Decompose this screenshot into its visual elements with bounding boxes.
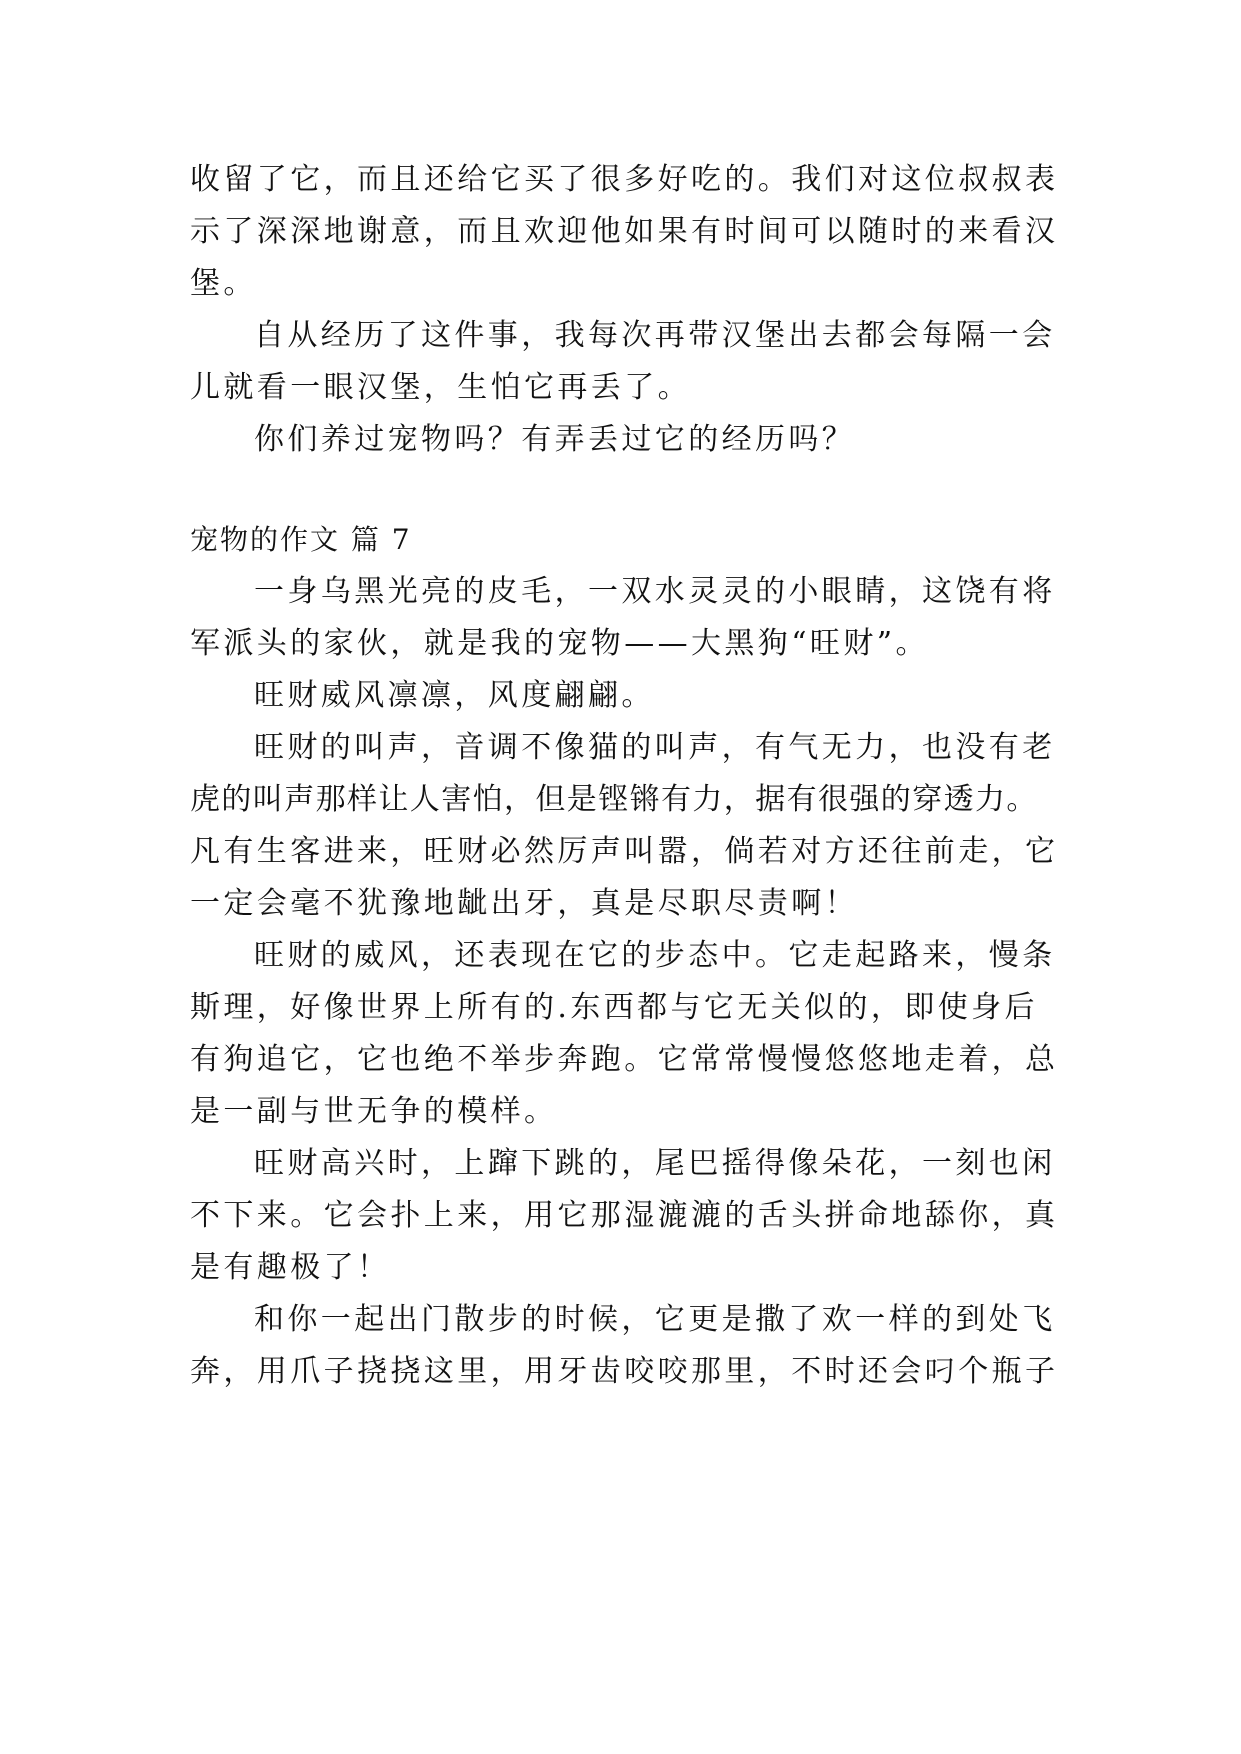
text-line: 奔，用爪子挠挠这里，用牙齿咬咬那里，不时还会叼个瓶子 bbox=[190, 1354, 1059, 1389]
text-line: 不下来。它会扑上来，用它那湿漉漉的舌头拼命地舔你，真 bbox=[190, 1198, 1059, 1233]
paragraph-first-line: 旺财高兴时，上蹿下跳的，尾巴摇得像朵花，一刻也闲 bbox=[254, 1146, 1056, 1181]
paragraph-first-line: 你们养过宠物吗？有弄丢过它的经历吗？ bbox=[254, 422, 856, 457]
text-line: 斯理，好像世界上所有的.东西都与它无关似的，即使身后 bbox=[190, 990, 1038, 1025]
text-line: 是有趣极了！ bbox=[190, 1250, 391, 1285]
text-line: 是一副与世无争的模样。 bbox=[190, 1094, 558, 1129]
text-line: 凡有生客进来，旺财必然厉声叫嚣，倘若对方还往前走，它 bbox=[190, 834, 1059, 869]
text-line: 有狗追它，它也绝不举步奔跑。它常常慢慢悠悠地走着，总 bbox=[190, 1042, 1059, 1077]
paragraph-first-line: 旺财威风凛凛，风度翩翩。 bbox=[254, 678, 655, 713]
text-line: 军派头的家伙，就是我的宠物——大黑狗“旺财”。 bbox=[190, 626, 929, 661]
paragraph-first-line: 旺财的威风，还表现在它的步态中。它走起路来，慢条 bbox=[254, 938, 1056, 973]
paragraph-first-line: 和你一起出门散步的时候，它更是撒了欢一样的到处飞 bbox=[254, 1302, 1056, 1337]
section-heading: 宠物的作文 篇 7 bbox=[190, 523, 412, 556]
text-line: 儿就看一眼汉堡，生怕它再丢了。 bbox=[190, 370, 691, 405]
text-line: 示了深深地谢意，而且欢迎他如果有时间可以随时的来看汉 bbox=[190, 214, 1059, 249]
text-line: 收留了它，而且还给它买了很多好吃的。我们对这位叔叔表 bbox=[190, 162, 1059, 197]
text-line: 堡。 bbox=[190, 266, 257, 301]
paragraph-first-line: 旺财的叫声，音调不像猫的叫声，有气无力，也没有老 bbox=[254, 730, 1056, 765]
paragraph-first-line: 一身乌黑光亮的皮毛，一双水灵灵的小眼睛，这饶有将 bbox=[254, 574, 1056, 609]
paragraph-first-line: 自从经历了这件事，我每次再带汉堡出去都会每隔一会 bbox=[254, 318, 1056, 353]
text-line: 虎的叫声那样让人害怕，但是铿锵有力，据有很强的穿透力。 bbox=[190, 782, 1038, 817]
text-line: 一定会毫不犹豫地龇出牙，真是尽职尽责啊！ bbox=[190, 886, 858, 921]
